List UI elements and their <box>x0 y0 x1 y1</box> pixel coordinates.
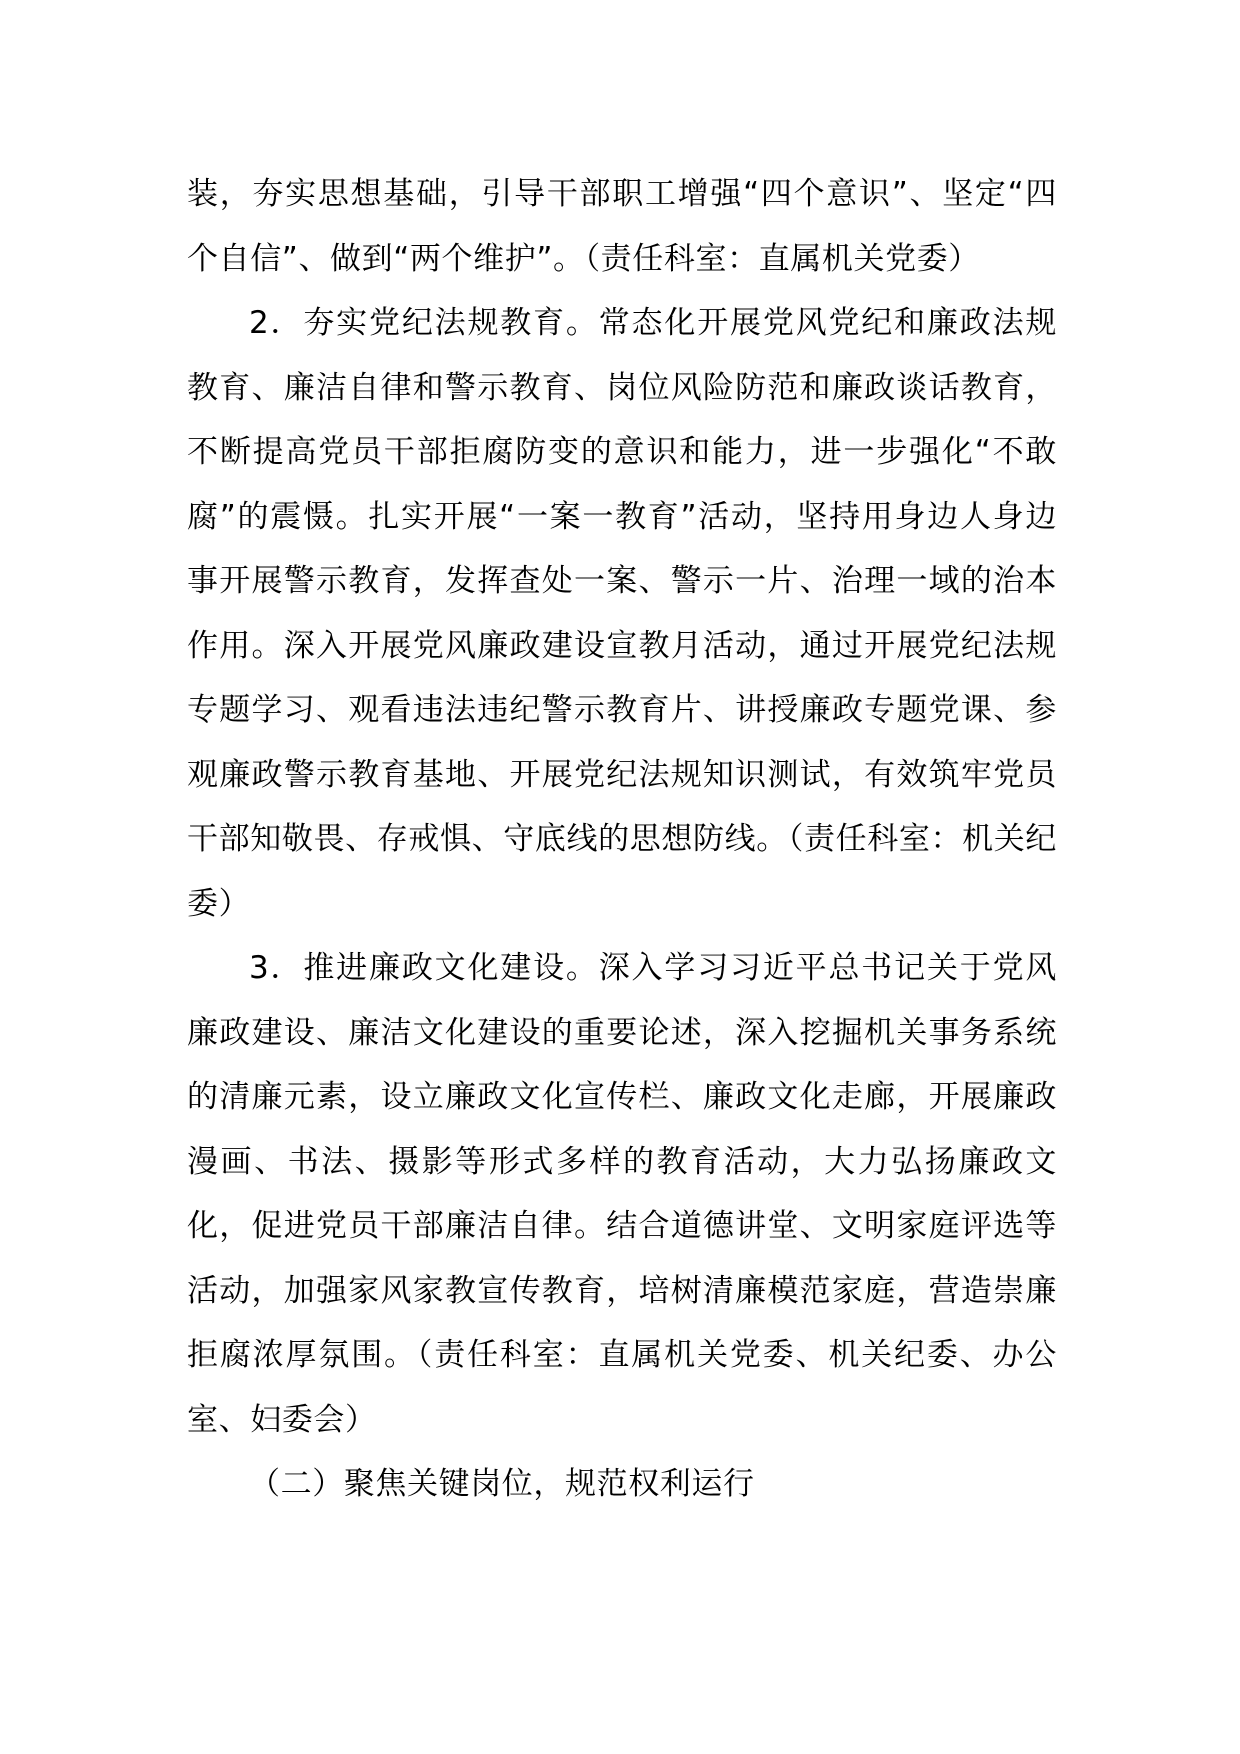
paragraph-item-3: 3．推进廉政文化建设。深入学习习近平总书记关于党风廉政建设、廉洁文化建设的重要论述，深入挖掘机关事务系统的清廉元素，设立廉政文化宣传栏、廉政文化走廊，开展廉政漫画、书法、摄影等形式多样的教育活动，大力弘扬廉政文化，促进党员干部廉洁自律。结合道德讲堂、文明家庭评选等活动，加强家风家教宣传教育，培树清廉模范家庭，营造崇廉拒腐浓厚氛围。（责任科室：直属机关党委、机关纪委、办公室、妇委会） <box>187 950 1057 1438</box>
document-body <box>187 162 1057 1517</box>
paragraph-continuation: 装，夯实思想基础，引导干部职工增强“四个意识”、坚定“四个自信”、做到“两个维护”。（责任科室：直属机关党委） <box>187 176 1057 277</box>
paragraph-item-2: 2．夯实党纪法规教育。常态化开展党风党纪和廉政法规教育、廉洁自律和警示教育、岗位风险防范和廉政谈话教育，不断提高党员干部拒腐防变的意识和能力，进一步强化“不敢腐”的震慑。扎实开展“一案一教育”活动，坚持用身边人身边事开展警示教育，发挥查处一案、警示一片、治理一域的治本作用。深入开展党风廉政建设宣教月活动，通过开展党纪法规专题学习、观看违法违纪警示教育片、讲授廉政专题党课、参观廉政警示教育基地、开展党纪法规知识测试，有效筑牢党员干部知敬畏、存戒惧、守底线的思想防线。（责任科室：机关纪委） <box>187 305 1057 922</box>
section-heading: （二）聚焦关键岗位，规范权利运行 <box>249 1466 755 1502</box>
